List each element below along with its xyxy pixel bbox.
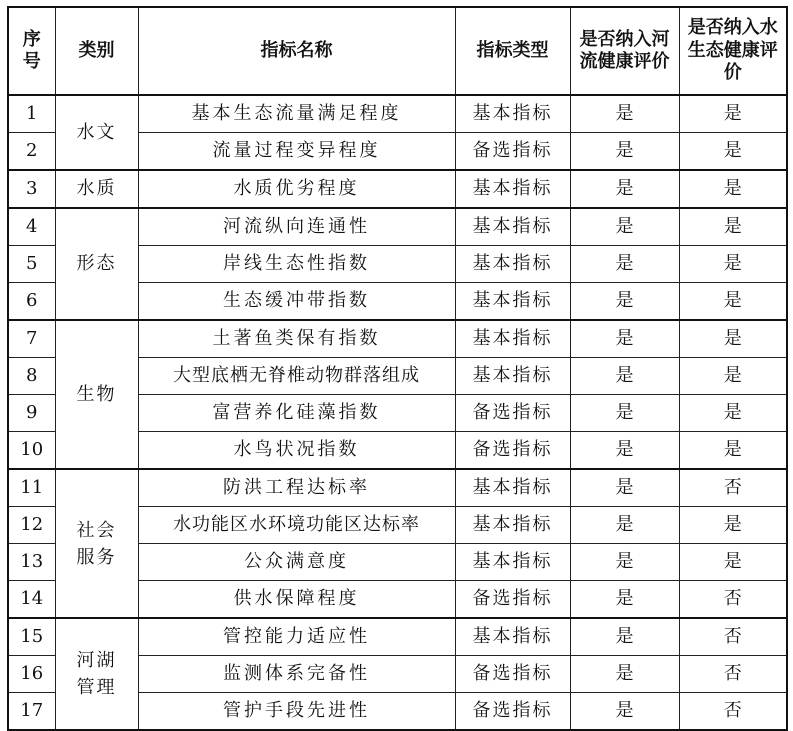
row-name: 基本生态流量满足程度 (138, 95, 455, 133)
row-type: 基本指标 (455, 170, 570, 208)
row-seq: 17 (8, 693, 55, 731)
row-seq: 12 (8, 507, 55, 544)
row-river: 是 (570, 693, 679, 731)
row-name: 水功能区水环境功能区达标率 (138, 507, 455, 544)
table-row (8, 208, 787, 246)
row-river: 是 (570, 544, 679, 581)
row-river: 是 (570, 581, 679, 619)
row-river: 是 (570, 133, 679, 171)
table-row (8, 170, 787, 208)
row-type: 基本指标 (455, 320, 570, 358)
row-type: 基本指标 (455, 358, 570, 395)
row-eco: 是 (679, 544, 787, 581)
row-name: 富营养化硅藻指数 (138, 395, 455, 432)
row-seq: 8 (8, 358, 55, 395)
row-eco: 否 (679, 581, 787, 619)
row-name: 土著鱼类保有指数 (138, 320, 455, 358)
row-river: 是 (570, 170, 679, 208)
row-seq: 14 (8, 581, 55, 619)
row-name: 水鸟状况指数 (138, 432, 455, 470)
row-name: 公众满意度 (138, 544, 455, 581)
row-river: 是 (570, 432, 679, 470)
row-type: 基本指标 (455, 469, 570, 507)
category-cell: 生物 (55, 320, 138, 469)
row-eco: 是 (679, 170, 787, 208)
row-seq: 1 (8, 95, 55, 133)
row-seq: 3 (8, 170, 55, 208)
row-river: 是 (570, 95, 679, 133)
row-eco: 否 (679, 469, 787, 507)
row-name: 防洪工程达标率 (138, 469, 455, 507)
row-eco: 否 (679, 656, 787, 693)
row-river: 是 (570, 395, 679, 432)
row-eco: 是 (679, 320, 787, 358)
row-eco: 是 (679, 133, 787, 171)
row-river: 是 (570, 618, 679, 656)
row-seq: 10 (8, 432, 55, 470)
row-eco: 是 (679, 432, 787, 470)
row-type: 基本指标 (455, 507, 570, 544)
row-type: 基本指标 (455, 544, 570, 581)
row-type: 备选指标 (455, 133, 570, 171)
row-type: 备选指标 (455, 581, 570, 619)
row-eco: 是 (679, 507, 787, 544)
row-type: 基本指标 (455, 95, 570, 133)
row-type: 基本指标 (455, 246, 570, 283)
table-row (8, 95, 787, 133)
row-river: 是 (570, 469, 679, 507)
row-eco: 是 (679, 95, 787, 133)
row-eco: 是 (679, 283, 787, 321)
row-name: 生态缓冲带指数 (138, 283, 455, 321)
row-name: 水质优劣程度 (138, 170, 455, 208)
category-cell: 水质 (55, 170, 138, 208)
row-seq: 9 (8, 395, 55, 432)
row-name: 监测体系完备性 (138, 656, 455, 693)
row-type: 备选指标 (455, 395, 570, 432)
row-river: 是 (570, 320, 679, 358)
row-name: 河流纵向连通性 (138, 208, 455, 246)
header-category: 类别 (55, 7, 138, 95)
row-river: 是 (570, 208, 679, 246)
row-name: 管护手段先进性 (138, 693, 455, 731)
indicator-table (7, 6, 788, 731)
category-cell: 河湖管理 (55, 618, 138, 730)
row-name: 供水保障程度 (138, 581, 455, 619)
row-seq: 4 (8, 208, 55, 246)
row-eco: 是 (679, 246, 787, 283)
row-eco: 否 (679, 693, 787, 731)
header-name: 指标名称 (138, 7, 455, 95)
header-type: 指标类型 (455, 7, 570, 95)
category-cell: 水文 (55, 95, 138, 170)
row-seq: 13 (8, 544, 55, 581)
row-river: 是 (570, 656, 679, 693)
row-type: 备选指标 (455, 432, 570, 470)
row-seq: 16 (8, 656, 55, 693)
table-row (8, 469, 787, 507)
row-seq: 6 (8, 283, 55, 321)
row-eco: 是 (679, 208, 787, 246)
category-cell: 社会服务 (55, 469, 138, 618)
header-row (8, 7, 787, 95)
row-seq: 7 (8, 320, 55, 358)
header-river: 是否纳入河流健康评价 (570, 7, 679, 95)
row-name: 流量过程变异程度 (138, 133, 455, 171)
row-type: 基本指标 (455, 618, 570, 656)
row-river: 是 (570, 246, 679, 283)
table-row (8, 320, 787, 358)
row-river: 是 (570, 283, 679, 321)
row-seq: 11 (8, 469, 55, 507)
table-row (8, 618, 787, 656)
row-seq: 15 (8, 618, 55, 656)
header-seq: 序号 (8, 7, 55, 95)
row-name: 岸线生态性指数 (138, 246, 455, 283)
row-type: 基本指标 (455, 208, 570, 246)
row-river: 是 (570, 507, 679, 544)
row-eco: 否 (679, 618, 787, 656)
category-cell: 形态 (55, 208, 138, 320)
header-eco: 是否纳入水生态健康评价 (679, 7, 787, 95)
row-name: 管控能力适应性 (138, 618, 455, 656)
row-type: 备选指标 (455, 693, 570, 731)
row-name: 大型底栖无脊椎动物群落组成 (138, 358, 455, 395)
row-river: 是 (570, 358, 679, 395)
row-type: 备选指标 (455, 656, 570, 693)
row-seq: 5 (8, 246, 55, 283)
row-eco: 是 (679, 395, 787, 432)
row-seq: 2 (8, 133, 55, 171)
row-type: 基本指标 (455, 283, 570, 321)
row-eco: 是 (679, 358, 787, 395)
